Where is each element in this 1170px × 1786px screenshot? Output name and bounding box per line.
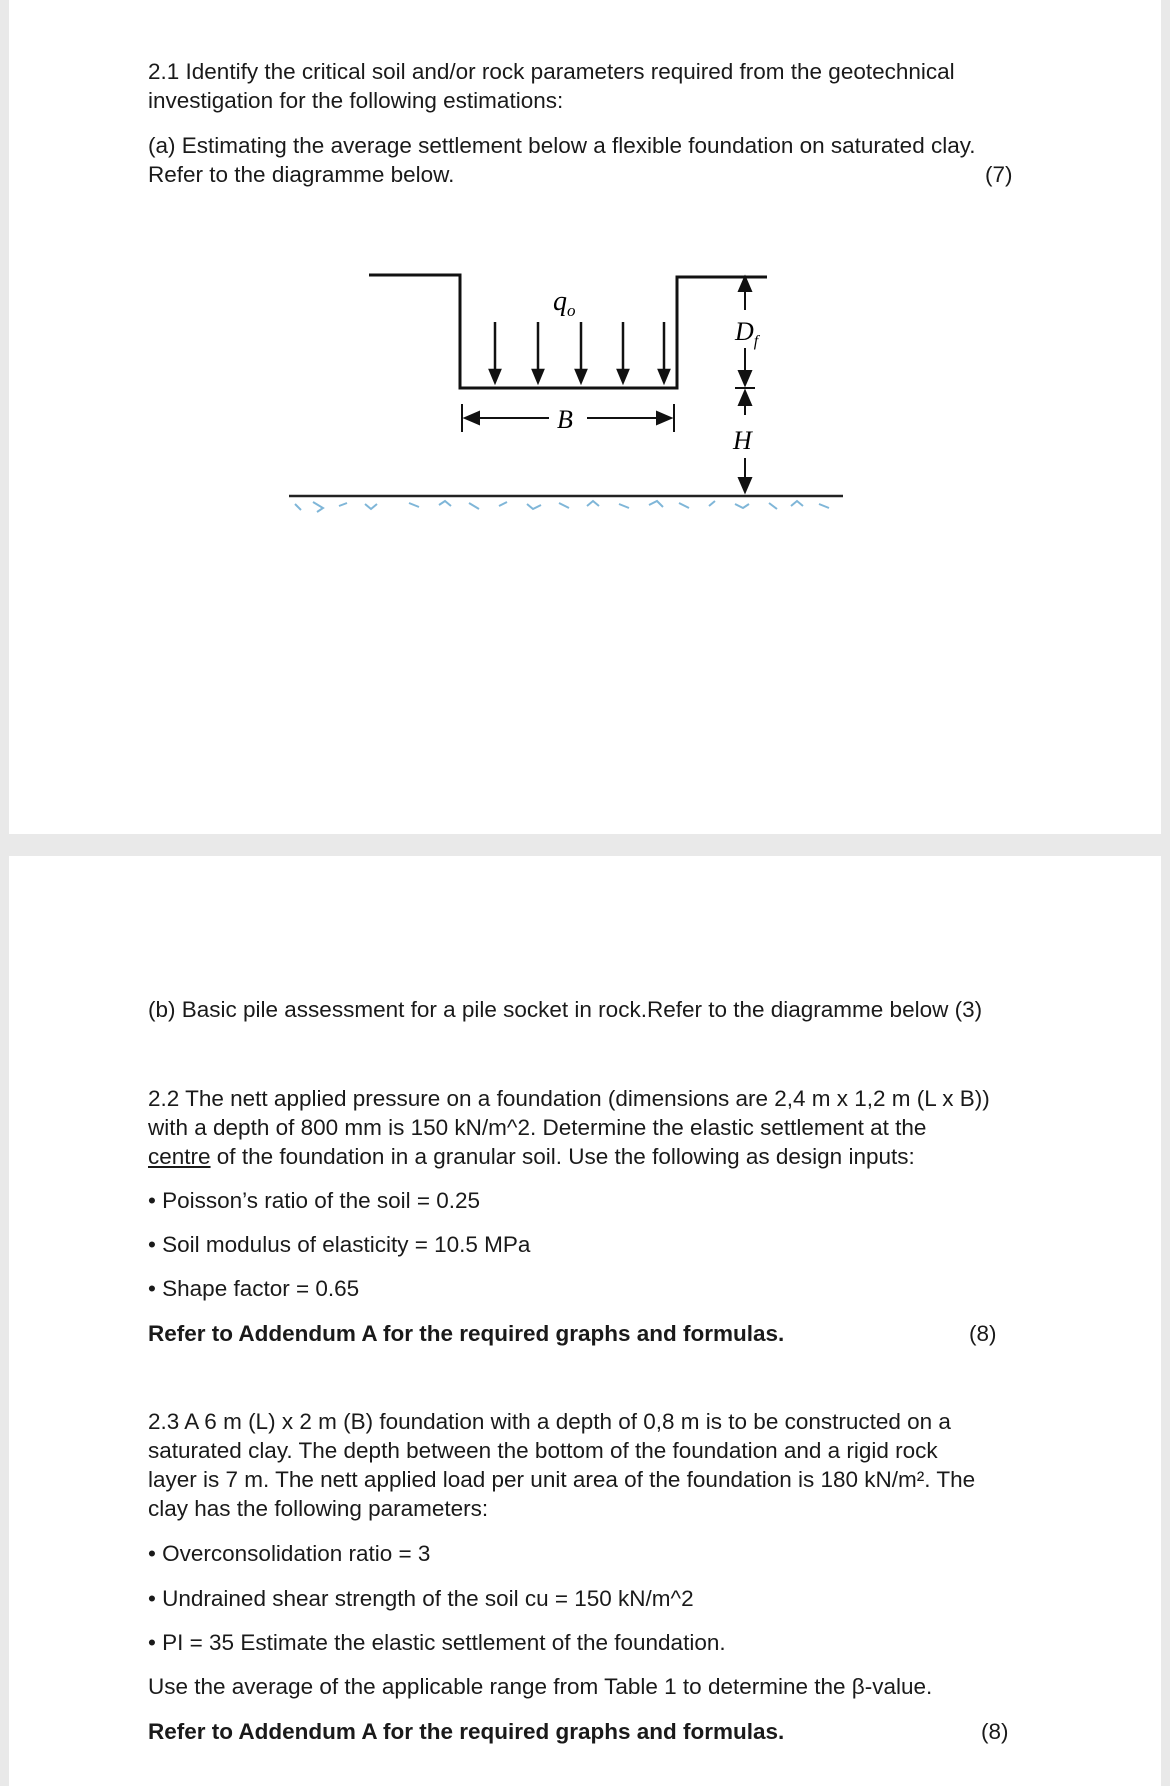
depth-label: $D_f$ xyxy=(735,317,759,350)
q21-text-line2: investigation for the following estimations: xyxy=(148,88,564,113)
depth-dimensions xyxy=(735,277,755,492)
thickness-label: H xyxy=(733,426,752,455)
document-page-2 xyxy=(9,856,1161,1786)
foundation-diagram xyxy=(269,260,869,540)
q21-text-line1: 2.1 Identify the critical soil and/or rock parameters required from the geotechnical xyxy=(148,59,955,84)
rock-hatching xyxy=(295,501,829,512)
q22-bullet-poisson: • Poisson’s ratio of the soil = 0.25 xyxy=(148,1187,480,1216)
q22-text-line3-rest: of the foundation in a granular soil. Use the following as design inputs: xyxy=(210,1144,915,1169)
load-label: $q_o$ xyxy=(553,286,576,320)
qa-marks: (7) xyxy=(985,162,1013,187)
width-label: B xyxy=(557,405,573,434)
underlined-centre: centre xyxy=(148,1144,211,1169)
q23-beta-instruction: Use the average of the applicable range from Table 1 to determine the β-value. xyxy=(148,1674,933,1699)
q23-text-line2: saturated clay. The depth between the bottom of the foundation and a rigid rock xyxy=(148,1438,938,1463)
q23-addendum-ref: Refer to Addendum A for the required graphs and formulas. xyxy=(148,1719,785,1744)
qb-text: (b) Basic pile assessment for a pile socket in rock.Refer to the diagramme below (3) xyxy=(148,997,983,1022)
q23-marks: (8) xyxy=(981,1719,1009,1744)
qa-text-line1: (a) Estimating the average settlement below a flexible foundation on saturated clay. xyxy=(148,133,976,158)
q22-text-line1: 2.2 The nett applied pressure on a foundation (dimensions are 2,4 m x 1,2 m (L x B)) xyxy=(148,1086,990,1111)
foundation-outline xyxy=(369,275,767,388)
q23-text-line4: clay has the following parameters: xyxy=(148,1496,489,1521)
load-arrows xyxy=(490,322,669,382)
document-page-1 xyxy=(9,0,1161,834)
qa-text-line2: Refer to the diagramme below. xyxy=(148,162,455,187)
q22-text-line2: with a depth of 800 mm is 150 kN/m^2. Determine the elastic settlement at the xyxy=(148,1115,927,1140)
q23-bullet-cu: • Undrained shear strength of the soil cu = 150 kN/m^2 xyxy=(148,1585,694,1614)
q23-text-line3: layer is 7 m. The nett applied load per unit area of the foundation is 180 kN/m². The xyxy=(148,1467,976,1492)
q22-bullet-modulus: • Soil modulus of elasticity = 10.5 MPa xyxy=(148,1231,530,1260)
q23-bullet-ocr: • Overconsolidation ratio = 3 xyxy=(148,1540,430,1569)
q23-bullet-pi: • PI = 35 Estimate the elastic settlement of the foundation. xyxy=(148,1629,726,1658)
q22-text-line3 xyxy=(148,1143,915,1172)
q23-text-line1: 2.3 A 6 m (L) x 2 m (B) foundation with a depth of 0,8 m is to be constructed on a xyxy=(148,1409,951,1434)
q22-bullet-shape-factor: • Shape factor = 0.65 xyxy=(148,1275,359,1304)
q22-marks: (8) xyxy=(969,1321,997,1346)
q22-addendum-ref: Refer to Addendum A for the required graphs and formulas. xyxy=(148,1321,785,1346)
